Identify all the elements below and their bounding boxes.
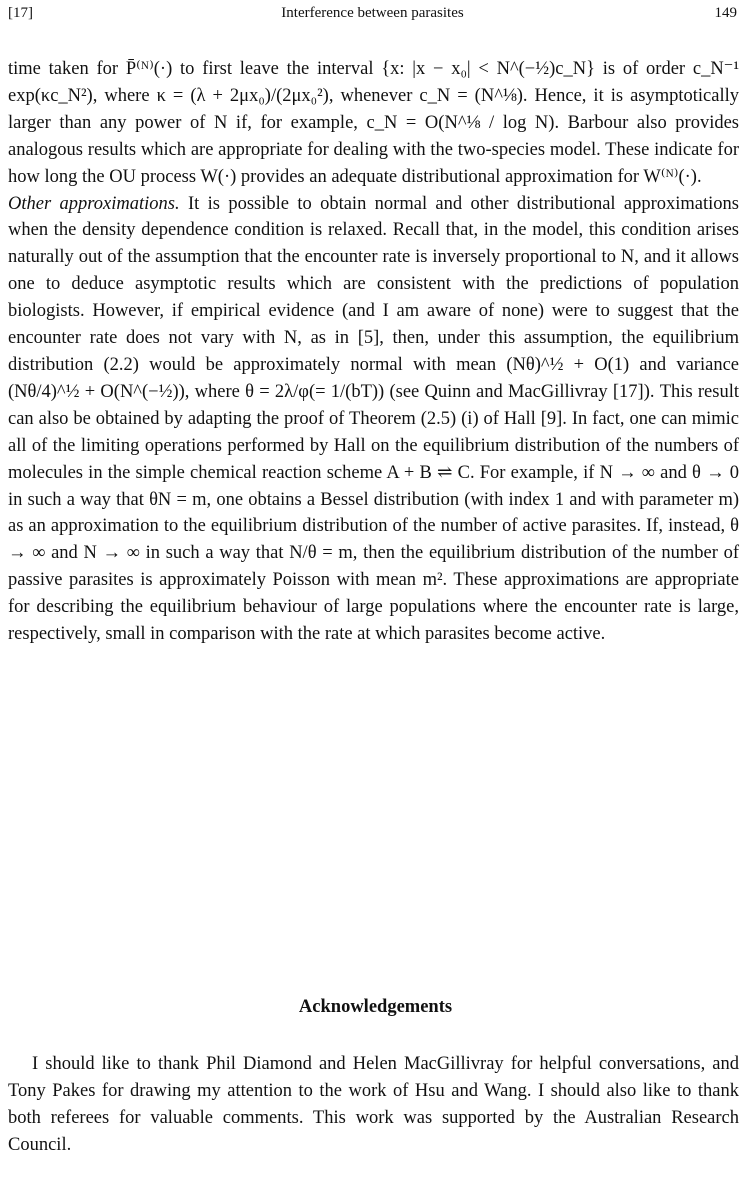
running-header xyxy=(8,2,737,24)
paragraph-body: It is possible to obtain normal and other distributional approximations when the density dependence condition is relaxed. Recall that, in the model, this condition arises naturally out of the assumption that the encounter rate is inversely proportional to N, and it allows one to deduce asymptotic results which are consistent with the predictions of population biologists. However, if empirical evidence (and I am aware of none) were to suggest that the encounter rate does not vary with N, as in [5], then, under this assumption, the equilibrium distribution (2.2) would be approximately normal with mean (Nθ)^½ + O(1) and variance (Nθ/4)^½ + O(N^(−½)), where θ = 2λ/φ(= 1/(bT)) (see Quinn and MacGillivray [17]). This result can also be obtained by adapting the proof of Theorem (2.5) (i) of Hall [9]. In fact, one can mimic all of the limiting operations performed by Hall on the equilibrium distribution of the numbers of molecules in the simple chemical reaction scheme A + B ⇌ C. For example, if N → ∞ and θ → 0 in such a way that θN = m, one obtains a Bessel distribution (with index 1 and with parameter m) as an approximation to the equilibrium distribution of the number of active parasites. If, instead, θ → ∞ and N → ∞ in such a way that N/θ = m, then the equilibrium distribution of the number of passive parasites is approximately Poisson with mean m². These approximations are appropriate for describing the equilibrium behaviour of large populations where the encounter rate is large, respectively, small in comparison with the rate at which parasites become active. xyxy=(8,193,739,645)
acknowledgements-heading: Acknowledgements xyxy=(298,997,453,1017)
acknowledgements-text: I should like to thank Phil Diamond and Helen MacGillivray for helpful conversations, and Tony Pakes for drawing my attention to the work of Hsu and Wang. I should also like to thank both referees for valuable comments. This work was supported by the Australian Research Council. xyxy=(8,1054,739,1155)
reference-tag: [17] xyxy=(8,5,33,21)
acknowledgements-section xyxy=(8,1051,739,1159)
page-number: 149 xyxy=(714,5,737,21)
paragraph-first-passage: time taken for P̄⁽ᴺ⁾(·) to first leave the interval {x: |x − x₀| < N^(−½)c_N} is of order c_N⁻¹ exp(κc_N²), where κ = (λ + 2μx₀)/(2μx₀²), whenever c_N = (N^⅛). Hence, it is asymptotically larger than any power of N if, for example, c_N = O(N^⅛ / log N). Barbour also provides analogous results which are appropriate for dealing with the two-species model. These indicate for how long the OU process W(·) provides an adequate distributional approximation for W⁽ᴺ⁾(·). xyxy=(8,59,739,187)
run-in-heading: Other approximations. xyxy=(8,193,180,214)
main-text xyxy=(8,56,739,648)
running-title: Interference between parasites xyxy=(281,5,464,21)
paragraph-other-approximations xyxy=(8,191,739,648)
